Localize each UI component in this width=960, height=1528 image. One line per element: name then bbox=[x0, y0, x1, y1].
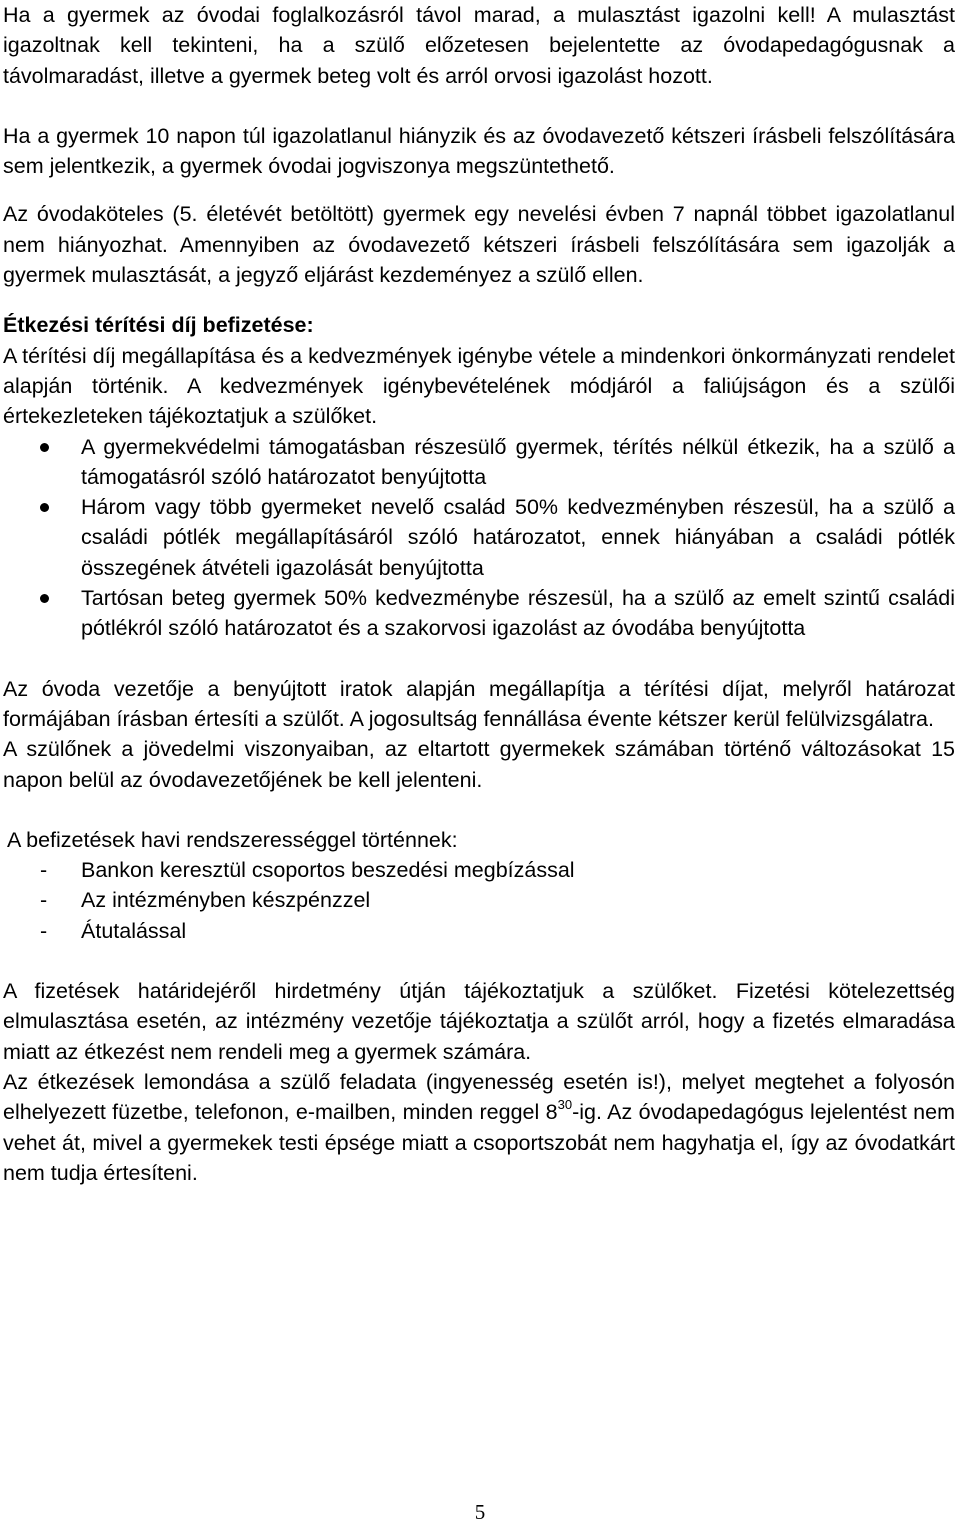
dash-marker: - bbox=[40, 918, 48, 943]
list-item-text: A gyermekvédelmi támogatásban részesülő gyermek, térítés nélkül étkezik, ha a szülő a támogatásról szóló határozatot benyújtotta bbox=[81, 434, 955, 489]
cancellation-text-start: Az étkezések lemondása a szülő feladata (ingyenesség esetén is!), melyet megtehet a folyosón elhelyezett füzetbe, telefonon, e-mailben, minden reggel 8 bbox=[3, 1069, 955, 1125]
list-item-text: Bankon keresztül csoportos beszedési megbízással bbox=[81, 858, 575, 883]
payments-intro: A befizetések havi rendszerességgel történnek: bbox=[7, 827, 458, 852]
cancellation-text-end: -ig. Az óvodapedagógus lejelentést nem vehet át, mivel a gyermekek testi épsége miatt a csoportszobát nem hagyhatja el, így az óvodatkárt nem tudja értesíteni. bbox=[3, 1100, 956, 1185]
paragraph-fee-determination: A térítési díj megállapítása és a kedvezmények igénybe vétele a mindenkori önkormányzati rendelet alapján történik. A kedvezmények igénybevételének módjáról a faliújságon és a szülői értekezleteken tájékoztatjuk a szülőket. bbox=[3, 343, 955, 429]
bullet-icon bbox=[40, 443, 49, 452]
bullet-icon bbox=[40, 503, 49, 512]
paragraph-absence-justification: Ha a gyermek az óvodai foglalkozásról távol marad, a mulasztást igazolni kell! A mulasztást igazoltnak kell tekinteni, ha a szülő előzetesen bejelentette az óvodapedagógusnak a távolmaradást, illetve a gyermek beteg volt és arról orvosi igazolást hozott. bbox=[3, 3, 955, 88]
list-item-text: Az intézményben készpénzzel bbox=[81, 888, 371, 913]
paragraph-payment-deadlines: A fizetések határidejéről hirdetmény útján tájékoztatjuk a szülőket. Fizetési kötelezettség elmulasztása esetén, az intézmény vezetője tájékoztatja a szülőt arról, hogy a fizetés elmaradása miatt az étkezést nem rendeli meg a gyermek számára. bbox=[3, 979, 955, 1064]
section-heading-meal-fee: Étkezési térítési díj befizetése: bbox=[3, 313, 314, 338]
list-item-text: Három vagy több gyermeket nevelő család 50% kedvezményben részesül, ha a szülő a családi pótlék megállapításáról szóló határozatot, ennek hiányában a családi pótlék összegének átvételi igazolását benyújtotta bbox=[81, 495, 955, 580]
discount-list bbox=[3, 432, 955, 644]
payment-methods-list bbox=[3, 855, 955, 946]
list-item bbox=[3, 855, 955, 885]
time-superscript: 30 bbox=[557, 1097, 573, 1113]
dash-marker: - bbox=[40, 858, 48, 883]
paragraph-fee-decision: Az óvoda vezetője a benyújtott iratok alapján megállapítja a térítési díjat, melyről határozat formájában írásban értesíti a szülőt. A jogosultság fennállása évente kétszer kerül felülvizsgálatra. bbox=[3, 676, 955, 731]
list-item bbox=[3, 916, 955, 946]
paragraph-compulsory-kindergarten: Az óvodaköteles (5. életévét betöltött) gyermek egy nevelési évben 7 napnál többet igazolatlanul nem hiányozhat. Amennyiben az óvodavezető kétszeri írásbeli felszólítására sem igazolják a gyermek mulasztását, a jegyző eljárást kezdeményez a szülő ellen. bbox=[3, 202, 955, 288]
paragraph-meal-cancellation bbox=[3, 1067, 955, 1188]
page-number: 5 bbox=[474, 1500, 486, 1524]
dash-marker: - bbox=[40, 888, 48, 913]
paragraph-income-changes: A szülőnek a jövedelmi viszonyaiban, az eltartott gyermekek számában történő változásokat 15 napon belül az óvodavezetőjének be kell jelenteni. bbox=[3, 737, 955, 792]
list-item-text: Tartósan beteg gyermek 50% kedvezménybe részesül, ha a szülő az emelt szintű családi pótlékról szóló határozatot és a szakorvosi igazolást az óvodába benyújtotta bbox=[81, 586, 955, 641]
bullet-icon bbox=[40, 594, 49, 603]
paragraph-unjustified-absence: Ha a gyermek 10 napon túl igazolatlanul hiányzik és az óvodavezető kétszeri írásbeli felszólítására sem jelentkezik, a gyermek óvodai jogviszonya megszüntethető. bbox=[3, 123, 955, 179]
list-item bbox=[3, 492, 955, 583]
list-item-text: Átutalással bbox=[81, 918, 187, 943]
list-item bbox=[3, 583, 955, 644]
list-item bbox=[3, 885, 955, 915]
list-item bbox=[3, 432, 955, 493]
document-page bbox=[3, 0, 955, 1188]
